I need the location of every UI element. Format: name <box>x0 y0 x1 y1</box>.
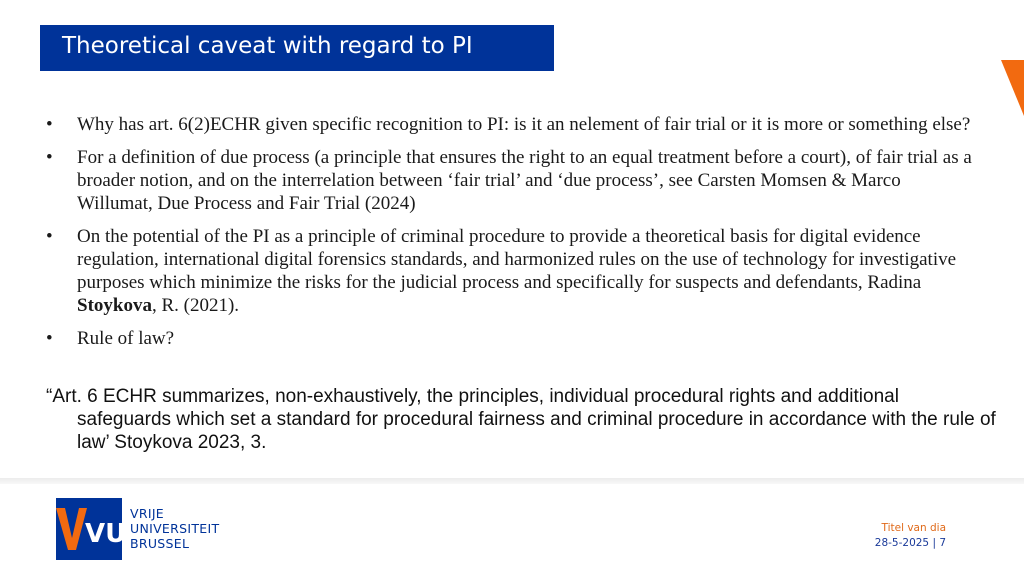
bullet-marker: • <box>46 328 53 349</box>
bullet-item <box>46 146 976 215</box>
footer-slide-title: Titel van dia <box>881 522 946 534</box>
bullet-marker: • <box>46 147 53 168</box>
slide-title-bar <box>40 25 554 71</box>
bullet-bold-author: Stoykova <box>77 295 152 316</box>
footer-date-page: 28-5-2025 | 7 <box>874 537 946 549</box>
bullet-text: Rule of law? <box>77 328 175 349</box>
bullet-text-before: On the potential of the PI as a principle of criminal procedure to provide a theoretical basis for digital evidence regulation, international digital forensics standards, and harmonized rules on the use of technology for investigative purposes which minimize the risks for the judicial process and specifically for suspects and defendants, Radina <box>77 226 957 293</box>
logo-line-2: UNIVERSITEIT <box>130 521 220 536</box>
bullet-list <box>46 113 976 360</box>
vub-logo-mark-text: VUB <box>85 519 147 549</box>
bullet-item <box>46 113 976 136</box>
logo-wordmark <box>130 506 219 551</box>
orange-corner-triangle <box>1001 60 1024 116</box>
bullet-item <box>46 225 976 317</box>
bullet-text: For a definition of due process (a principle that ensures the right to an equal treatment before a court), of fair trial as a broader notion, and on the interrelation between ‘fair trial’ and ‘due process’, see Carsten Momsen & Marco Willumat, Due Process and Fair Trial (2024) <box>77 147 972 214</box>
bullet-text-after: , R. (2021). <box>151 295 240 316</box>
slide-title: Theoretical caveat with regard to PI <box>62 33 473 59</box>
footer-meta <box>875 521 946 551</box>
bullet-text: Why has art. 6(2)ECHR given specific recognition to PI: is it an nelement of fair trial or it is more or something else? <box>77 114 971 135</box>
vub-logo <box>56 498 236 560</box>
quote-paragraph: “Art. 6 ECHR summarizes, non-exhaustively, the principles, individual procedural rights and additional safeguards which set a standard for procedural fairness and criminal procedure in accordance with the rule of law’ Stoykova 2023, 3. <box>46 386 996 453</box>
bullet-marker: • <box>46 226 53 247</box>
logo-line-3: BRUSSEL <box>130 536 190 551</box>
bullet-marker: • <box>46 114 53 135</box>
logo-line-1: VRIJE <box>130 506 165 521</box>
bullet-item <box>46 327 976 350</box>
vub-logo-mark <box>56 498 147 560</box>
footer-divider <box>0 478 1024 484</box>
